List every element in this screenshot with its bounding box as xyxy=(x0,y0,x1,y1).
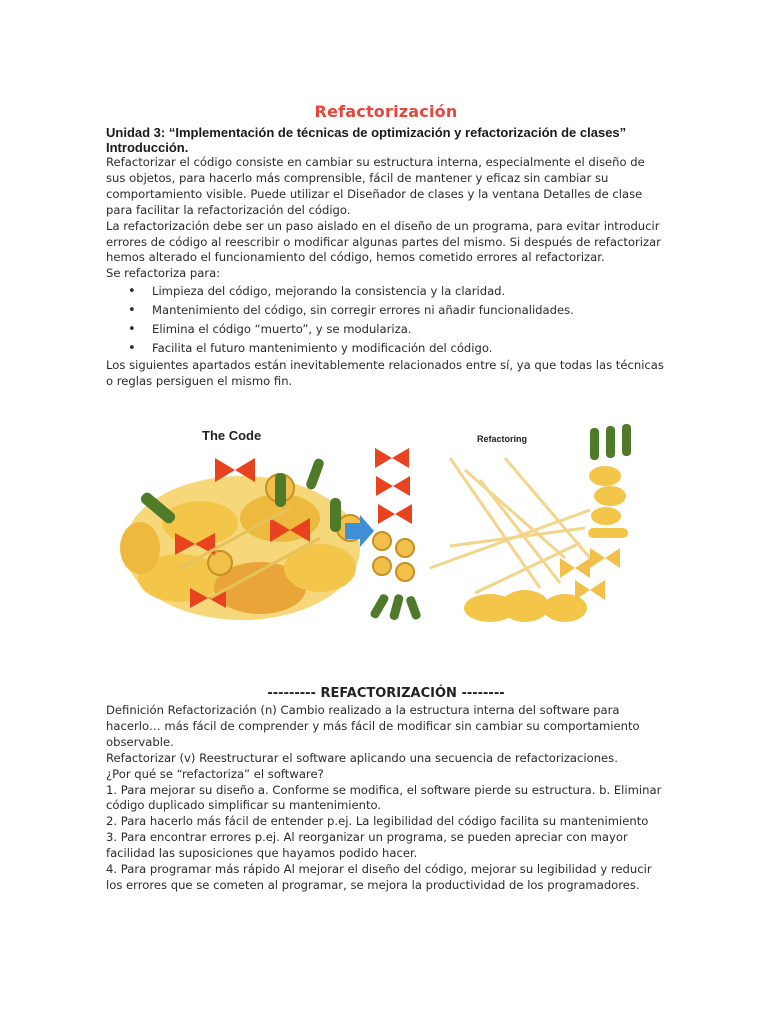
reason-2: 2. Para hacerlo más fácil de entender p.ej. La legibilidad del código facilita su mantenimiento xyxy=(106,814,649,829)
section-refactorizacion xyxy=(106,686,666,894)
after-bullets-paragraph: Los siguientes apartados están inevitablemente relacionados entre sí, ya que todas las técnicas o reglas persiguen el mismo fin. xyxy=(106,358,664,389)
section-title: --------- REFACTORIZACIÓN -------- xyxy=(267,686,505,701)
page-title: Refactorización xyxy=(314,102,458,121)
list-item: • Mantenimiento del código, sin corregir errores ni añadir funcionalidades. xyxy=(128,301,666,320)
intro-paragraph-3: Se refactoriza para: xyxy=(106,266,221,281)
definition-line: Definición Refactorización (n) Cambio realizado a la estructura interna del software para hacerlo… más fácil de comprender y más fácil de modificar sin cambiar su comportamiento observable. xyxy=(106,703,640,749)
organized-pasta xyxy=(369,424,631,622)
unit-heading: Unidad 3: “Implementación de técnicas de optimización y refactorización de clases” xyxy=(106,125,627,140)
figure-right-label: Refactoring xyxy=(477,434,528,444)
reason-4: 4. Para programar más rápido Al mejorar el diseño del código, mejorar su legibilidad y reducir los errores que se cometen al programar, se mejora la productividad de los programadores. xyxy=(106,862,652,892)
reasons-list xyxy=(106,282,666,358)
reason-3: 3. Para encontrar errores p.ej. Al reorganizar un programa, se pueden apreciar con mayor facilidad las suposiciones que hayamos podido hacer. xyxy=(106,830,628,861)
messy-pasta-pile xyxy=(120,428,363,620)
why-question: ¿Por qué se “refactoriza” el software? xyxy=(106,766,324,781)
reason-1: 1. Para mejorar su diseño a. Conforme se modifica, el software pierde su estructura. b. Eliminar código duplicado simplificar su mantenimiento. xyxy=(106,782,662,813)
document-body xyxy=(106,102,666,390)
pasta-refactoring-illustration xyxy=(120,418,640,633)
figure-left-label: The Code xyxy=(202,428,262,443)
list-item: • Elimina el código “muerto”, y se modulariza. xyxy=(128,320,666,339)
intro-paragraph-1: Refactorizar el código consiste en cambiar su estructura interna, especialmente el diseño de sus objetos, para hacerlo más comprensible, fácil de mantener y eficaz sin cambiar su comportamiento visible. Puede utilizar el Diseñador de clases y la ventana Detalles de clase para facilitar la refactorización del código. xyxy=(106,155,645,217)
refactorizar-line: Refactorizar (v) Reestructurar el software aplicando una secuencia de refactorizaciones. xyxy=(106,750,618,765)
list-item: • Limpieza del código, mejorando la consistencia y la claridad. xyxy=(128,282,666,301)
list-item: • Facilita el futuro mantenimiento y modificación del código. xyxy=(128,339,666,358)
intro-heading: Introducción. xyxy=(106,140,189,155)
intro-paragraph-2: La refactorización debe ser un paso aislado en el diseño de un programa, para evitar introducir errores de código al reescribir o modificar algunas partes del mismo. Si después de refactorizar hemos alterado el funcionamiento del código, hemos cometido errores al refactorizar. xyxy=(106,218,661,265)
